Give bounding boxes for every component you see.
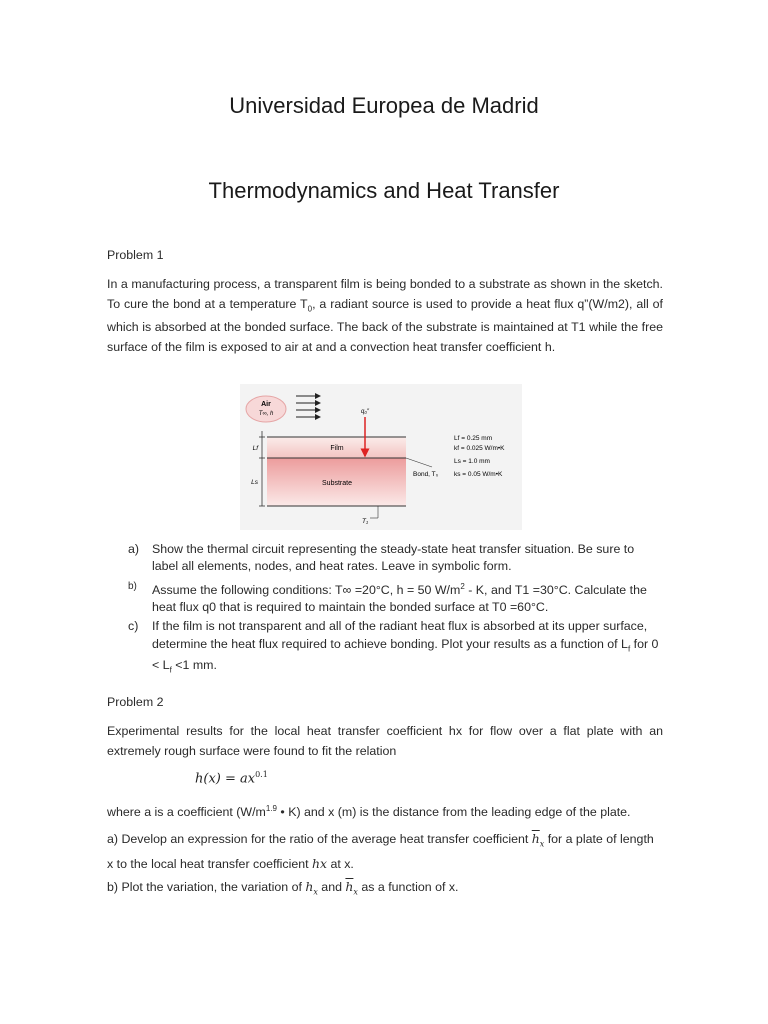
problem1-heading: Problem 1 [107,248,164,262]
problem2-part-b: b) Plot the variation, the variation of $h_x$ and $\overline{h}_x$ as a function of x. [107,879,459,897]
university-title: Universidad Europea de Madrid [229,93,539,118]
coefficient-definition: where a is a coefficient ($W/m^{1.9}$ • K) and x (m) is the distance from the leading edge of the plate. [107,804,631,820]
param-kf: kf = 0.025 W/m•K [454,445,505,452]
param-ls: Ls = 1.0 mm [454,458,490,465]
film-label: Film [330,445,344,452]
bond-label: Bond, T₀ [413,471,439,478]
air-label: Air [261,401,271,408]
ls-label: Ls [251,479,258,486]
heat-flux-label: q₀″ [361,409,369,415]
problem1-questions [107,541,663,681]
question-marker: b) [128,580,137,592]
substrate-label: Substrate [322,480,352,487]
param-ks: ks = 0.05 W/m•K [454,471,503,478]
film-substrate-figure [240,384,522,530]
question-a: a) Show the thermal circuit representing the steady-state heat transfer situation. Be sure to label all elements, nodes, and heat rates. Leave in symbolic form. [128,542,635,574]
question-marker: c) [128,619,139,634]
equation: $h(x) = ax^{0.1}$ [195,770,268,787]
problem2-intro: Experimental results for the local heat transfer coefficient hx for flow over a flat plate with an extremely rough surface were found to fit the relation [107,724,663,758]
problem1-intro: In a manufacturing process, a transparent film is being bonded to a substrate as shown in the sketch. To cure the bond at a temperature $T_0$, a radiant source is used to provide a heat flux q”(W/m2), all of which is absorbed at the bonded surface. The back of the substrate is maintained at T1 while the free surface of the film is exposed to air at and a convection heat transfer coefficient h. [107,277,663,354]
air-cloud [246,396,286,422]
param-lf: Lf = 0.25 mm [454,435,493,442]
question-b: b) Assume the following conditions: T∞ =20°C, h = 50 $W/m^2$ - K, and T1 =30°C. Calculate the heat flux q0 that is required to maintain the bonded surface at T0 =60°C. [107,578,663,617]
course-title: Thermodynamics and Heat Transfer [208,178,560,203]
problem2-heading: Problem 2 [107,695,164,709]
question-c: c) If the film is not transparent and all of the radiant heat flux is absorbed at its upper surface, determine the heat flux required to achieve bonding. Plot your results as a function of $L_f$ for $0 < L_f <1$ mm. [128,619,659,675]
problem2-part-a: a) Develop an expression for the ratio of the average heat transfer coefficient $\overline{h}_x$ for a plate of length x to the local heat transfer coefficient hx at x. [107,831,654,871]
lf-label: Lf [252,445,258,452]
t1-label: T₁ [362,518,369,525]
air-conditions: T∞, h [258,411,274,417]
question-marker: a) [128,542,140,556]
